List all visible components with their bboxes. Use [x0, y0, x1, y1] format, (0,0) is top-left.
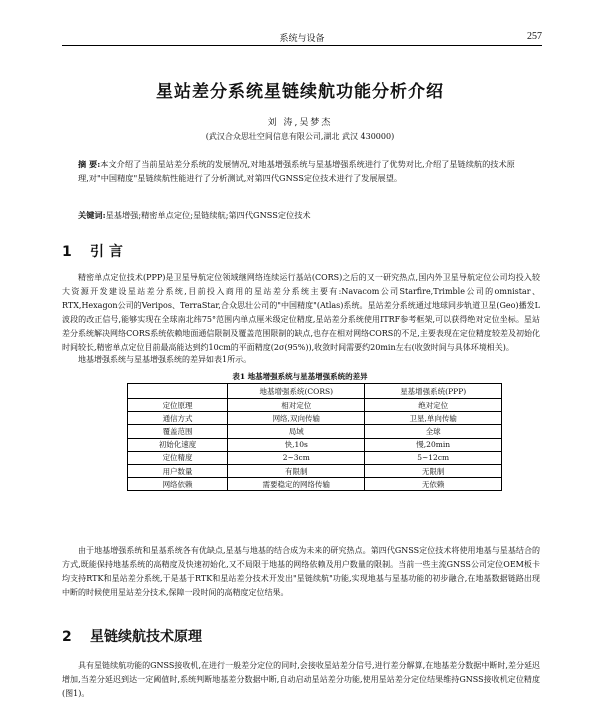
section-heading-2: [62, 626, 202, 646]
table-row: [128, 451, 502, 464]
table-row: [128, 399, 502, 412]
table-cell: 无限制: [365, 464, 502, 477]
section-number: 1: [62, 244, 72, 260]
body-paragraph-3: 由于地基增强系统和星基系统各有优缺点,星基与地基的结合成为未来的研究热点。第四代GNSS定位技术将使用地基与星基结合的方式,既能保持地基系统的高精度及快速初始化,又不局限于地基的网络依赖及用户数量的限制。当前一些主流GNSS公司定位OEM板卡均支持RTK和星站差分系统,于是基于RTK和星站差分技术开发出"星链续航"功能,实现地基与星基功能的初步融合,在地基数据链路出现中断的时候使用星站差分技术,保障一段时间的高精度定位结果。: [62, 546, 540, 598]
header-rule: [62, 45, 542, 46]
table-cell: 局域: [228, 425, 365, 438]
table-cell: 定位原理: [128, 399, 228, 412]
table-cell: 全球: [365, 425, 502, 438]
abstract-text: 本文介绍了当前星站差分系统的发展情况,对地基增强系统与星基增强系统进行了优势对比,介绍了星链续航的技术原理,对"中国精度"星链续航性能进行了分析测试,对第四代GNSS定位技术进行了发展展望。: [78, 159, 515, 183]
keywords: [78, 210, 518, 221]
table-cell: 2~3cm: [228, 451, 365, 464]
table-cell: 初始化速度: [128, 438, 228, 451]
running-header: [62, 31, 542, 43]
table-cell: 卫星,单向传输: [365, 412, 502, 425]
table-cell: 定位精度: [128, 451, 228, 464]
table-cell: 用户数量: [128, 464, 228, 477]
table-header-row: [128, 384, 502, 399]
section-title: 引 言: [90, 244, 123, 260]
table-header-cell: 星基增强系统(PPP): [365, 384, 502, 399]
paper-title: 星站差分系统星链续航功能分析介绍: [156, 82, 444, 102]
page-number: 257: [527, 31, 542, 42]
section-number: 2: [62, 629, 72, 645]
table-row: [128, 478, 502, 491]
table-cell: 相对定位: [228, 399, 365, 412]
keywords-text: 星基增强;精密单点定位;星链续航;第四代GNSS定位技术: [105, 210, 311, 220]
affiliation: (武汉合众思壮空间信息有限公司,湖北 武汉 430000): [205, 132, 395, 141]
table-cell: 通信方式: [128, 412, 228, 425]
comparison-table: [127, 383, 502, 491]
table-cell: 覆盖范围: [128, 425, 228, 438]
table-cell: 有限制: [228, 464, 365, 477]
abstract-label: 摘 要:: [78, 159, 101, 169]
table-cell: 慢,20min: [365, 438, 502, 451]
table-row: [128, 464, 502, 477]
body-paragraph-4: 具有星链续航功能的GNSS接收机,在进行一般差分定位的同时,会接收星站差分信号,进行差分解算,在地基差分数据中断时,差分延迟增加,当差分延迟到达一定阈值时,系统判断地基差分数据中断,自动启动星站差分功能,使用星站差分定位结果维持GNSS接收机定位精度(图1)。: [62, 661, 540, 699]
table-cell: 网络,双向传输: [228, 412, 365, 425]
body-paragraph-1: 精密单点定位技术(PPP)是卫星导航定位领域继网络连续运行基站(CORS)之后的又一研究热点,国内外卫星导航定位公司均投入较大资源开发建设星站差分系统,目前投入商用的星站差分系统主要有:Navacom公司Starfire,Trimble公司的omnistar、RTX,Hexagon公司的Veripos、TerraStar,合众思壮公司的"中国精度"(Atlas)系统。星站差分系统通过地球同步轨道卫星(Geo)播发L波段的改正信号,能够实现在全球南北纬75°范围内单点厘米级定位精度,星站差分系统使用ITRF参考框架,可以获得绝对定位坐标。星站差分系统解决网络CORS系统依赖地面通信限制及覆盖范围限制的缺点,也存在相对网络CORS的不足,主要表现在定位精度较差及初始化时间较长,精密单点定位目前最高能达到约10cm的平面精度(2σ(95%)),收敛时间需要约20min左右(收敛时间与具体环境相关)。: [62, 273, 540, 353]
table-cell: 网络依赖: [128, 478, 228, 491]
table-cell: 绝对定位: [365, 399, 502, 412]
table-cell: 无依赖: [365, 478, 502, 491]
journal-section: 系统与设备: [279, 34, 325, 44]
table-row: [128, 438, 502, 451]
abstract: [78, 157, 518, 185]
table-caption: 表1 地基增强系统与星基增强系统的差异: [232, 372, 368, 381]
table-cell: 需要稳定的网络传输: [228, 478, 365, 491]
table-cell: 快,10s: [228, 438, 365, 451]
table-header-cell: 地基增强系统(CORS): [228, 384, 365, 399]
table-header-cell: [128, 384, 228, 399]
keywords-label: 关键词:: [78, 210, 106, 220]
body-paragraph-2: 地基增强系统与星基增强系统的差异如表1所示。: [78, 355, 252, 364]
table-row: [128, 425, 502, 438]
table-row: [128, 412, 502, 425]
section-heading-1: [62, 241, 123, 261]
authors: 刘 涛,吴梦杰: [267, 118, 333, 128]
table-cell: 5~12cm: [365, 451, 502, 464]
section-title: 星链续航技术原理: [90, 629, 202, 645]
